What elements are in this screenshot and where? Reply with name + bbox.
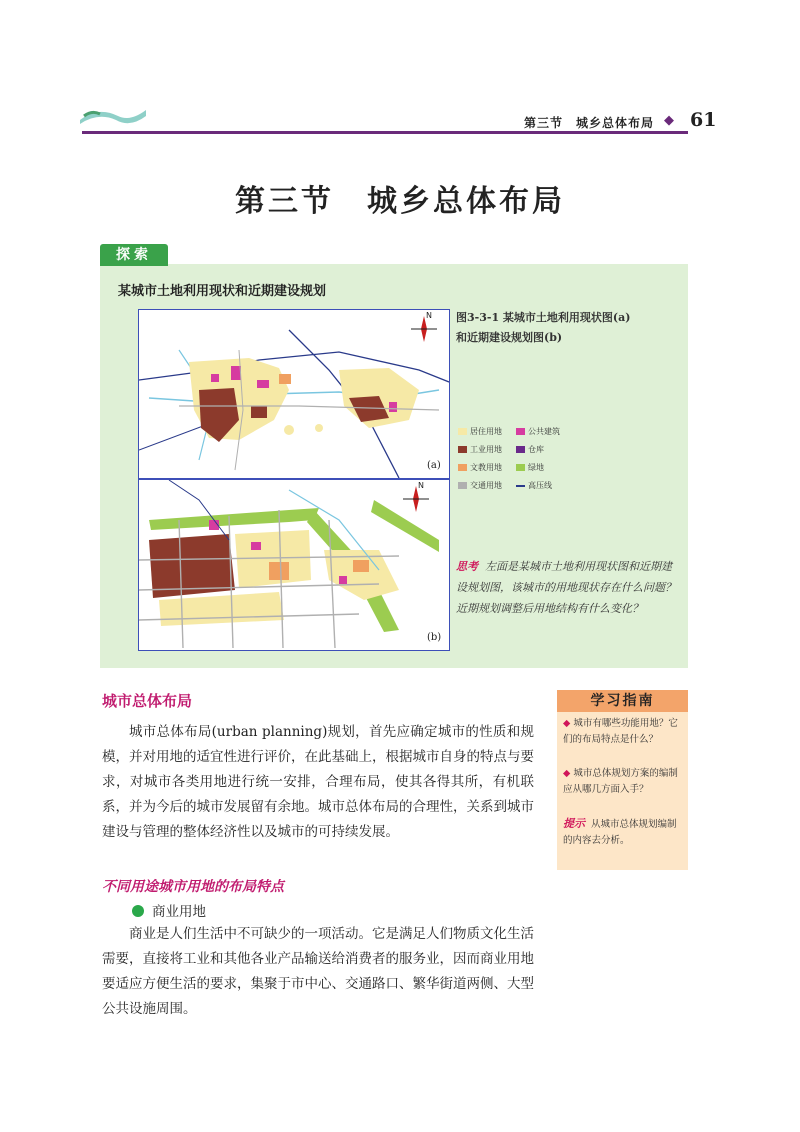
north-label-b: N: [418, 481, 424, 490]
map-divider: [138, 478, 450, 480]
explore-heading: 某城市土地利用现状和近期建设规划: [118, 284, 327, 299]
map-b-label: (b): [427, 632, 442, 643]
guide-item-2: ◆ 城市总体规划方案的编制应从哪几方面入手？: [563, 768, 678, 795]
section-title: 城市总体布局: [102, 692, 193, 710]
subsection-title: 不同用途城市用地的布局特点: [102, 879, 284, 895]
north-arrow-b-icon: [401, 484, 431, 514]
hint-label: 提示: [563, 817, 585, 830]
legend-swatch: [516, 485, 525, 487]
bullet-dot-icon: [132, 905, 144, 917]
bullet-commercial: [132, 900, 206, 920]
legend-item: 居住用地: [458, 426, 502, 437]
legend-swatch: [458, 482, 467, 489]
north-arrow-a-icon: [409, 314, 439, 344]
legend-item: 文教用地: [458, 462, 502, 473]
page-title: 第三节 城乡总体布局: [235, 184, 565, 219]
hint-text: 从城市总体规划编制的内容去分析。: [563, 819, 677, 846]
legend-swatch: [516, 428, 525, 435]
guide-item-1: ◆ 城市有哪些功能用地？它们的布局特点是什么？: [563, 718, 678, 745]
legend-swatch: [458, 428, 467, 435]
legend-swatch: [458, 446, 467, 453]
legend-item: 交通用地: [458, 480, 502, 491]
diamond-icon: ◆: [563, 718, 571, 729]
diamond-icon: ◆: [563, 768, 571, 779]
legend-item: 工业用地: [458, 444, 502, 455]
figure-caption-line2: 和近期建设规划图(b): [456, 331, 563, 344]
figure-caption-line1: 图3-3-1 某城市土地利用现状图(a): [456, 311, 631, 324]
study-guide-title: 学习指南: [557, 690, 688, 712]
bullet-label: 商业用地: [152, 904, 206, 920]
header-diamond-icon: ◆: [664, 113, 674, 128]
legend-item: 仓库: [516, 444, 544, 455]
study-guide-panel: [557, 712, 688, 870]
land-use-maps: [138, 309, 450, 651]
legend-swatch: [516, 446, 525, 453]
legend-item: 公共建筑: [516, 426, 560, 437]
think-text: 左面是某城市土地利用现状图和近期建设规划图，该城市的用地现状存在什么问题？近期规划调整后用地结构有什么变化？: [456, 560, 676, 615]
map-a-label: (a): [427, 460, 441, 471]
legend-swatch: [458, 464, 467, 471]
legend-swatch: [516, 464, 525, 471]
header-decoration-icon: [78, 102, 148, 126]
page-number: 61: [690, 109, 717, 131]
legend-item: 绿地: [516, 462, 544, 473]
think-label: 思考: [456, 560, 478, 573]
north-label-a: N: [426, 311, 432, 320]
legend-item: 高压线: [516, 480, 552, 491]
running-header: 第三节 城乡总体布局: [524, 116, 655, 130]
subsection-paragraph: 商业是人们生活中不可缺少的一项活动。它是满足人们物质文化生活需要，直接将工业和其他各业产品输送给消费者的服务业，因而商业用地要适应方便生活的要求，集聚于市中心、交通路口、繁华街道两侧、大型公共设施周围。: [102, 926, 534, 1017]
think-question: [456, 556, 682, 619]
section-paragraph: 城市总体布局(urban planning)规划，首先应确定城市的性质和规模，并对用地的适宜性进行评价，在此基础上，根据城市自身的特点与要求，对城市各类用地进行统一安排，合理布局，使其各得其所，有机联系，并为今后的城市发展留有余地。城市总体布局的合理性，关系到城市建设与管理的整体经济性以及城市的可持续发展。: [102, 724, 534, 840]
figure-caption: [456, 308, 678, 348]
header-rule: [82, 131, 688, 134]
guide-hint: [563, 816, 683, 849]
map-a-current-land-use: [139, 310, 449, 478]
explore-tab: 探索: [100, 244, 168, 266]
